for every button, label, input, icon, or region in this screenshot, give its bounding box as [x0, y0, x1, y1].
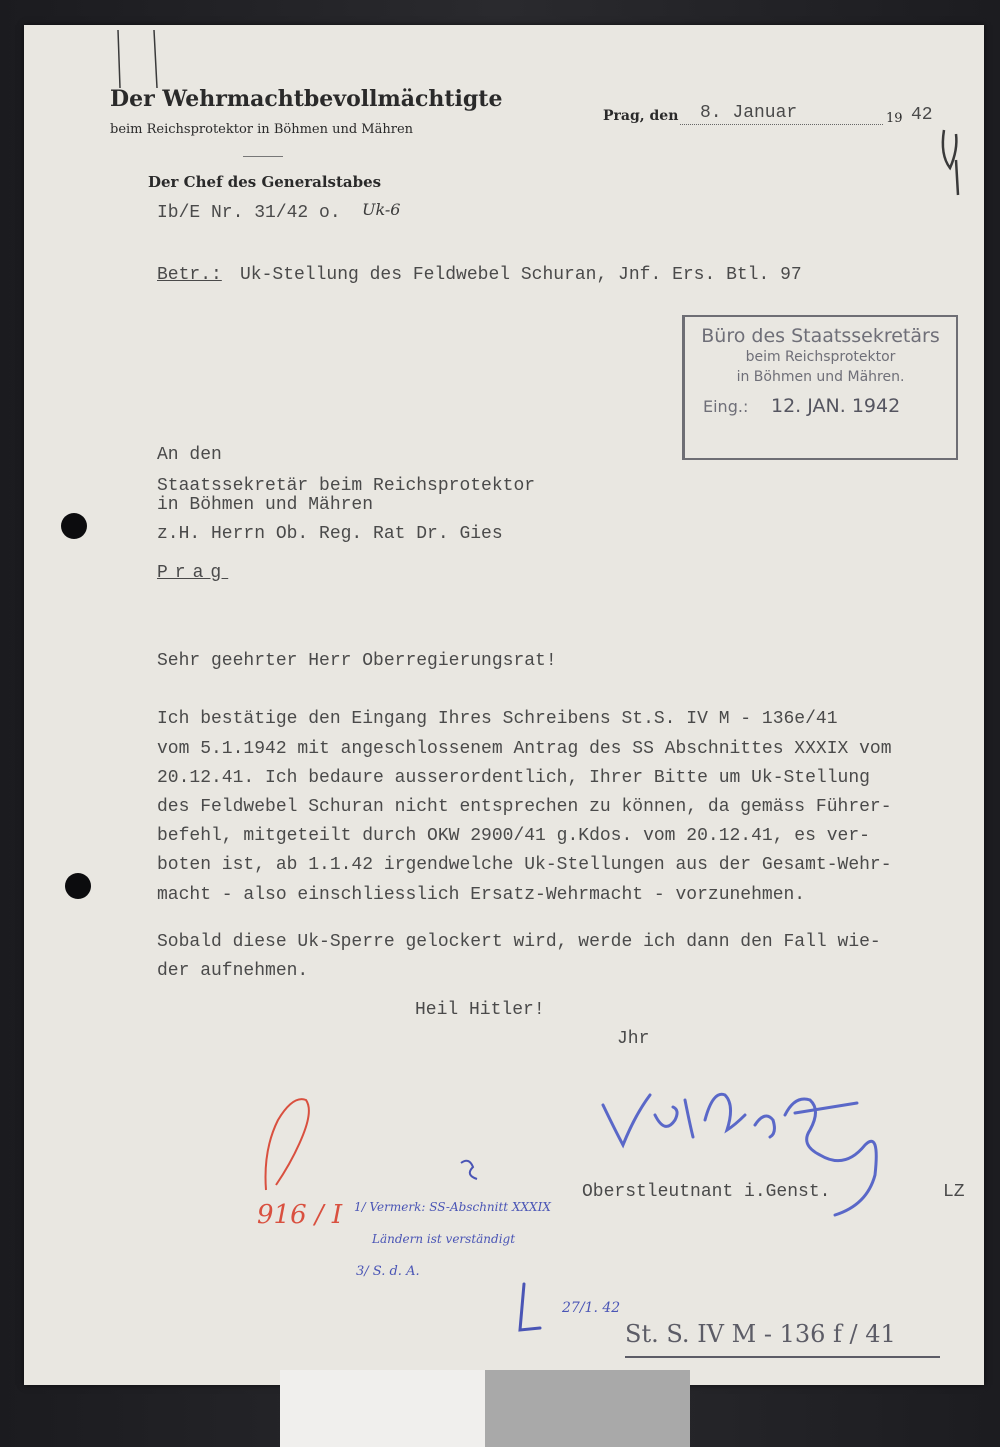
pencil-note-1: 1/ Vermerk: SS-Abschnitt XXXIX	[354, 1200, 551, 1214]
file-number-underline	[625, 1356, 940, 1358]
letterhead-divider	[243, 156, 283, 157]
archive-card-gray	[485, 1370, 690, 1447]
file-number: St. S. IV M - 136 f / 41	[625, 1320, 896, 1348]
receipt-stamp	[682, 315, 958, 460]
recipient-city: Prag	[157, 563, 229, 583]
recipient-line-2: Staatssekretär beim Reichsprotektor	[157, 476, 536, 496]
pencil-mark-small	[455, 1155, 485, 1185]
body-line: 20.12.41. Ich bedaure ausserordentlich, Ihrer Bitte um Uk-Stellung	[157, 768, 870, 788]
subject-label: Betr.:	[157, 265, 222, 285]
stamp-received-label: Eing.:	[703, 397, 749, 416]
stamp-line-2: beim Reichsprotektor	[745, 349, 896, 365]
reference-handwritten: Uk-6	[362, 200, 401, 219]
closing-greeting: Heil Hitler!	[415, 1000, 545, 1020]
body-line: der aufnehmen.	[157, 961, 309, 981]
red-note: 916 / I	[257, 1200, 343, 1230]
recipient-line-4: z.H. Herrn Ob. Reg. Rat Dr. Gies	[157, 524, 503, 544]
red-pencil-mark	[258, 1090, 328, 1200]
body-line: des Feldwebel Schuran nicht entsprechen zu können, da gemäss Führer-	[157, 797, 892, 817]
closing-yours: Jhr	[617, 1029, 650, 1049]
department-heading: Der Chef des Generalstabes	[148, 173, 382, 191]
pencil-mark-check	[510, 1280, 550, 1340]
body-line: Ich bestätige den Eingang Ihres Schreibens St.S. IV M - 136e/41	[157, 709, 838, 729]
recipient-line-3: in Böhmen und Mähren	[157, 495, 374, 515]
date-prefix: Prag, den	[603, 108, 679, 124]
body-line: macht - also einschliesslich Ersatz-Wehrmacht - vorzunehmen.	[157, 885, 806, 905]
stamp-line-3: in Böhmen und Mähren.	[736, 369, 905, 385]
signature-title: Oberstleutnant i.Genst.	[582, 1182, 831, 1202]
pencil-note-3: 3/ S. d. A.	[356, 1264, 420, 1279]
pencil-note-2: Ländern ist verständigt	[372, 1232, 516, 1246]
signature-initials: LZ	[943, 1182, 965, 1202]
archive-card-white	[280, 1370, 485, 1447]
body-line: vom 5.1.1942 mit angeschlossenem Antrag des SS Abschnittes XXXIX vom	[157, 739, 892, 759]
recipient-line-1: An den	[157, 445, 222, 465]
body-line: befehl, mitgeteilt durch OKW 2900/41 g.Kdos. vom 20.12.41, es ver-	[157, 826, 870, 846]
reference-number: Ib/E Nr. 31/42 o.	[157, 203, 341, 223]
margin-mark-right	[928, 120, 968, 200]
signature-scribble	[595, 1075, 895, 1225]
date-value: 8. Januar	[700, 103, 798, 123]
date-dotted-line	[680, 124, 883, 125]
body-line: Sobald diese Uk-Sperre gelockert wird, werde ich dann den Fall wie-	[157, 932, 881, 952]
margin-marks-top	[110, 28, 170, 98]
salutation: Sehr geehrter Herr Oberregierungsrat!	[157, 651, 557, 671]
subject-text: Uk-Stellung des Feldwebel Schuran, Jnf. Ers. Btl. 97	[240, 265, 802, 285]
stamp-line-1: Büro des Staatssekretärs	[701, 325, 940, 347]
pencil-note-4: 27/1. 42	[562, 1300, 621, 1316]
punch-hole-top	[61, 513, 87, 539]
letterhead-title: Der Wehrmachtbevollmächtigte	[110, 86, 503, 112]
stamp-received-date: 12. JAN. 1942	[771, 395, 901, 417]
letterhead-subtitle: beim Reichsprotektor in Böhmen und Mähren	[110, 122, 414, 137]
year-prefix: 19	[886, 111, 903, 126]
punch-hole-bottom	[65, 873, 91, 899]
year-value: 42	[911, 105, 933, 125]
body-line: boten ist, ab 1.1.42 irgendwelche Uk-Stellungen aus der Gesamt-Wehr-	[157, 855, 892, 875]
